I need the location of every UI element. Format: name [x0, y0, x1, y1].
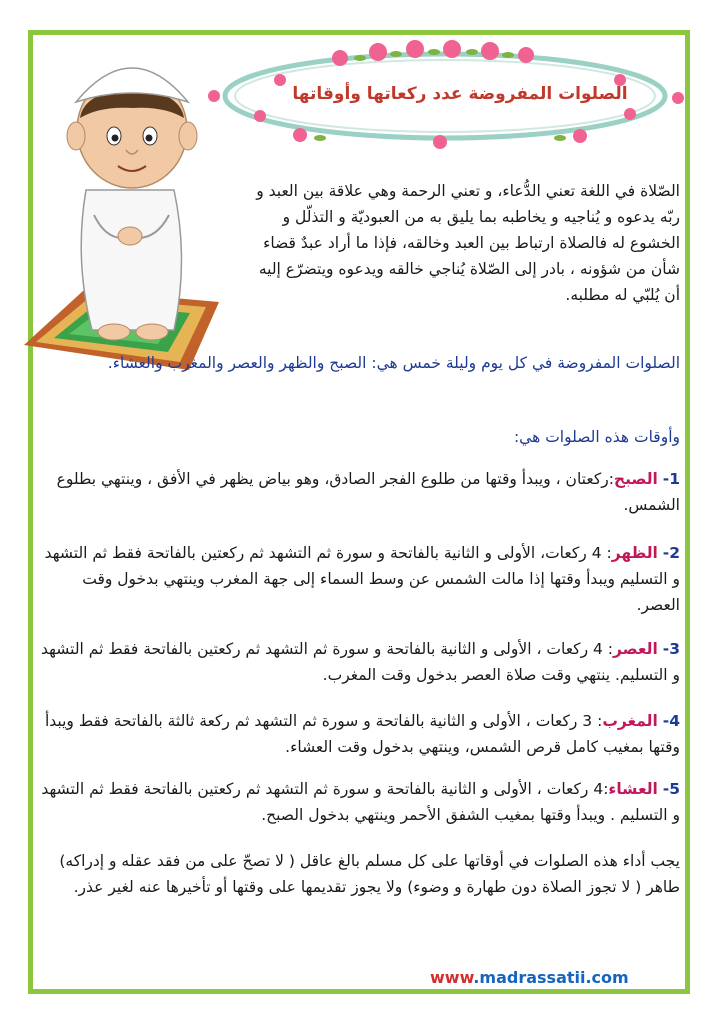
conclusion-section — [40, 848, 680, 900]
prayer-name: الظهر — [611, 544, 658, 562]
obligatory-statement: الصلوات المفروضة في كل يوم وليلة خمس هي: الصبح والظهر والعصر والمغرب والعشاء. — [107, 354, 680, 372]
prayer-name: الصبح — [613, 470, 658, 488]
prayer-number: 1- — [662, 470, 680, 488]
prayer-item-1 — [40, 466, 680, 518]
prayer-item-3 — [40, 636, 680, 688]
prayer-description: ركعتان ، ويبدأ وقتها من طلوع الفجر الصادق، وهو بياض يظهر في الأفق ، وينتهي بطلوع الشمس. — [56, 470, 680, 514]
times-heading: وأوقات هذه الصلوات هي: — [513, 428, 680, 446]
prayer-separator: : — [608, 470, 614, 488]
prayer-separator: : — [602, 640, 614, 658]
prayer-name: العشاء — [608, 780, 658, 798]
website-footer[interactable] — [430, 968, 629, 987]
prayer-number: 3- — [662, 640, 680, 658]
prayer-separator: : — [592, 712, 603, 730]
prayer-number: 5- — [662, 780, 680, 798]
prayer-description: 4 ركعات، الأولى و الثانية بالفاتحة و سورة ثم التشهد ثم ركعتين بالفاتحة فقط ثم التشهد و التسليم ويبدأ وقتها إذا مالت الشمس عن وسط السماء إلى جهة المغرب وينتهي بدخول وقت العصر. — [44, 544, 680, 614]
intro-text: الصّلاة في اللغة تعني الدُّعاء، و تعني الرحمة وهي علاقة بين العبد و ربّه يدعوه و يُناجيه و يخاطبه بما يليق به من العبوديّة و التذلّل و الخشوع له فالصلاة ارتباط بين العبد وخالقه، فإذا ما أراد عبدٌ قضاء شأن من شؤونه ، بادر إلى الصّلاة يُناجي خالقه ويدعوه ويتضرّع إليه أن يُلبّي له مطلبه. — [256, 182, 680, 304]
times-heading-section — [40, 424, 680, 450]
prayer-separator: : — [603, 780, 609, 798]
prayer-item-4 — [40, 708, 680, 760]
obligatory-text — [40, 350, 680, 376]
title-banner — [200, 40, 690, 152]
intro-paragraph — [250, 178, 680, 308]
page-title: الصلوات المفروضة عدد ركعاتها وأوقاتها — [292, 84, 628, 104]
obligatory-section — [40, 350, 680, 376]
prayer-name: المغرب — [602, 712, 658, 730]
prayer-name: العصر — [613, 640, 658, 658]
prayer-number: 4- — [662, 712, 680, 730]
prayer-item-5 — [40, 776, 680, 828]
prayer-item-2 — [40, 540, 680, 618]
prayer-description: 4 ركعات ، الأولى و الثانية بالفاتحة و سورة ثم التشهد ثم ركعتين بالفاتحة فقط ثم التشهد و التسليم . ويبدأ وقتها بمغيب الشفق الأحمر وينتهي بدخول الصبح. — [41, 780, 680, 824]
conclusion-text: يجب أداء هذه الصلوات في أوقاتها على كل مسلم بالغ عاقل ( لا تصحّ على من فقد عقله و إدراكه) طاهر ( لا تجوز الصلاة دون طهارة و وضوء) ولا يجوز تقديمها على وقتها أو تأخيرها عنه لغير عذر. — [59, 852, 680, 896]
footer-www: www — [430, 968, 474, 987]
footer-domain: .madrassatii.com — [473, 968, 629, 987]
prayer-separator: : — [601, 544, 612, 562]
prayer-number: 2- — [662, 544, 680, 562]
prayer-description: 3 ركعات ، الأولى و الثانية بالفاتحة و سورة ثم التشهد ثم ركعة ثالثة بالفاتحة فقط ويبدأ وقتها بمغيب كامل قرص الشمس، وينتهي بدخول وقت العشاء. — [44, 712, 680, 756]
prayer-description: 4 ركعات ، الأولى و الثانية بالفاتحة و سورة ثم التشهد ثم ركعتين بالفاتحة فقط ثم التشهد و التسليم. ينتهي وقت صلاة العصر بدخول وقت المغرب. — [41, 640, 680, 684]
